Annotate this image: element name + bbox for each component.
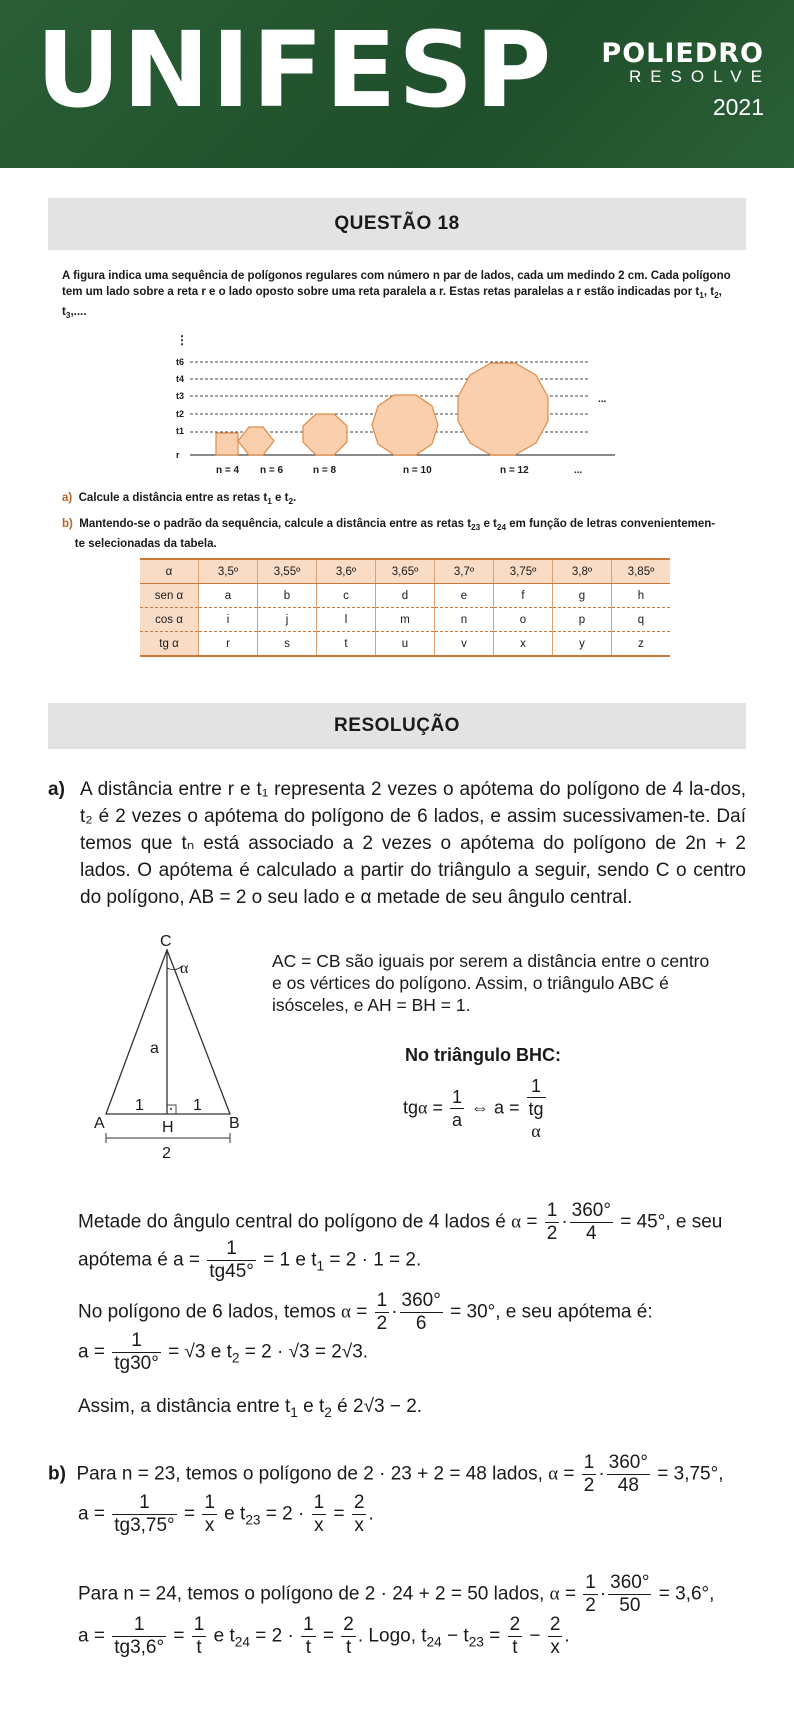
table-header-cell: 3,8º xyxy=(553,559,612,584)
resolution-a-label: a) xyxy=(48,779,65,800)
polygon-n10 xyxy=(372,395,438,455)
calc-line-1: Metade do ângulo central do polígono de 4 lados é α = $\frac{1}{2}$ · $\frac{360^\circ}{4}$ = 45°, e seu xyxy=(78,1200,723,1244)
triangle-explanation: AC = CB são iguais por serem a distância entre o centro e os vértices do polígono. Assim, o triângulo ABC é isósceles, e AH = BH = 1. xyxy=(272,951,710,1015)
table-cell: n xyxy=(435,608,494,632)
table-header-cell: 3,5º xyxy=(199,559,258,584)
part-a-label: a) xyxy=(62,492,73,504)
polygon-label-n4: n = 4 xyxy=(216,465,240,476)
ellipsis-bottom: ... xyxy=(574,465,583,476)
table-header-cell: 3,75º xyxy=(494,559,553,584)
calc-line-3: No polígono de 6 lados, temos α = $\frac{1}{2}$ · $\frac{360^\circ}{6}$ = 30°, e seu apótema é: xyxy=(78,1290,653,1334)
table-cell: a xyxy=(199,584,258,608)
statement-tail: ,.... xyxy=(70,305,87,318)
table-cell: s xyxy=(258,632,317,657)
resolution-title: RESOLUÇÃO xyxy=(48,703,746,749)
table-cell: sen α xyxy=(140,584,199,608)
question-title: QUESTÃO 18 xyxy=(48,198,746,250)
calc-line-5: Assim, a distância entre $t_1$ e $t_2$ é 2√3 − 2. xyxy=(78,1396,423,1420)
table-cell: m xyxy=(376,608,435,632)
calc-line-4: a = $\frac{1}{tg30^\circ}$ = √3 e $t_2 = 2 \cdot √3 = 2√3$. xyxy=(78,1330,369,1374)
half-base-left: 1 xyxy=(135,1097,144,1114)
resolution-a-text: A distância entre r e t₁ representa 2 vezes o apótema do polígono de 4 la-dos, t₂ é 2 vezes o apótema do polígono de 6 lados, e assim sucessivamen-te. Daí temos que tₙ está associado a 2 vezes o apótema do polígono de 2n + 2 lados. O apótema é calculado a partir do triângulo a seguir, sendo C o centro do polígono, AB = 2 o seu lado e α metade de seu ângulo central. xyxy=(80,779,746,908)
table-cell: r xyxy=(199,632,258,657)
table-row xyxy=(140,608,670,632)
exam-year: 2021 xyxy=(712,94,764,120)
table-cell: g xyxy=(553,584,612,608)
header-banner xyxy=(0,0,794,168)
table-header-row xyxy=(140,559,670,584)
resolution-b-label: b) xyxy=(48,1463,66,1485)
publisher-tagline: RESOLVE xyxy=(628,67,771,86)
table-cell: b xyxy=(258,584,317,608)
line-label-t2: t2 xyxy=(176,409,185,419)
line-label-t1: t1 xyxy=(176,426,185,436)
line-label-r: r xyxy=(176,450,180,460)
polygon-label-n12: n = 12 xyxy=(500,465,529,476)
polygon-n4 xyxy=(216,433,238,455)
calc-line-2: apótema é a = $\frac{1}{tg45^\circ}$ = 1 e $t_1 = 2 \cdot 1 = 2$. xyxy=(78,1238,422,1282)
height-a: a xyxy=(150,1040,159,1057)
polygon-n8 xyxy=(303,414,347,455)
calc-b-1: b) Para n = 23, temos o polígono de 2 · 23 + 2 = 48 lados, α = $\frac{1}{2}$ · $\frac{360^\circ}{48}$ = 3,75°, xyxy=(48,1452,724,1496)
question-statement: A figura indica uma sequência de polígonos regulares com número n par de lados, cada um medindo 2 cm. Cada polígono tem um lado sobre a reta r e o lado oposto sobre uma reta paralela a r. Estas retas paralelas a r estão indicadas por $t_1$, $t_2$, $t_3$,.... xyxy=(62,270,731,320)
table-header-cell: 3,55º xyxy=(258,559,317,584)
table-cell: y xyxy=(553,632,612,657)
half-base-right: 1 xyxy=(193,1097,202,1114)
line-label-t3: t3 xyxy=(176,391,185,401)
calc-b-2: a = $\frac{1}{tg3,75^\circ}$ = $\frac{1}{x}$ e $t_{23} = 2$ · $\frac{1}{x}$ = $\frac{2}{x}$ . xyxy=(78,1492,374,1536)
table-cell: u xyxy=(376,632,435,657)
polygon-label-n6: n = 6 xyxy=(260,465,284,476)
table-cell: t xyxy=(317,632,376,657)
brand-title: UNIFESP xyxy=(36,9,554,131)
table-cell: c xyxy=(317,584,376,608)
bhc-title: No triângulo BHC: xyxy=(405,1045,561,1065)
part-b-text-3: te selecionadas da tabela. xyxy=(74,537,217,550)
polygon-label-n10: n = 10 xyxy=(403,465,432,476)
table-header-cell: 3,85º xyxy=(612,559,671,584)
resolution-a xyxy=(48,776,746,911)
polygon-sequence-figure xyxy=(150,330,650,480)
base-length: 2 xyxy=(162,1145,171,1162)
table-header-cell: α xyxy=(140,559,199,584)
calc-b-4: a = $\frac{1}{tg3,6^\circ}$ = $\frac{1}{t}$ e $t_{24} = 2$ · $\frac{1}{t}$ = $\frac{2}{t}$ . Logo, $t_{24} - t_{23}$ = $\frac{2}{t}$ − $\frac{2}{x}$ . xyxy=(78,1614,570,1658)
table-row xyxy=(140,632,670,657)
polygon-n6 xyxy=(238,427,274,455)
triangle-figure xyxy=(90,928,250,1168)
table-cell: l xyxy=(317,608,376,632)
trig-table xyxy=(140,558,670,657)
table-cell: e xyxy=(435,584,494,608)
table-cell: i xyxy=(199,608,258,632)
table-cell: p xyxy=(553,608,612,632)
vertex-a: A xyxy=(94,1115,105,1132)
table-header-cell: 3,65º xyxy=(376,559,435,584)
table-cell: z xyxy=(612,632,671,657)
table-cell: q xyxy=(612,608,671,632)
part-b-text-1: Mantendo-se o padrão da sequência, calcule a distância entre as retas xyxy=(79,518,465,530)
bhc-formula: tgα = $\frac{1}{a}$ ⇔ a = 1 tg α xyxy=(403,1076,544,1141)
table-cell: f xyxy=(494,584,553,608)
vertex-c: C xyxy=(160,933,172,950)
part-a-text: Calcule a distância entre as retas xyxy=(78,492,261,504)
publisher-logo xyxy=(601,38,771,122)
publisher-name: POLIEDRO xyxy=(601,38,764,69)
table-cell: j xyxy=(258,608,317,632)
line-label-t4: t4 xyxy=(176,374,185,384)
dots-label: ⋮ xyxy=(176,333,188,347)
table-header-cell: 3,7º xyxy=(435,559,494,584)
line-label-t6: t6 xyxy=(176,357,185,367)
part-b-label: b) xyxy=(62,518,73,530)
statement-text: A figura indica uma sequência de polígonos regulares com número n par de lados, cada um medindo 2 cm. Cada polígono tem um lado sobre a reta r e o lado oposto sobre uma reta paralela a r. Estas retas paralelas a r estão indicadas por xyxy=(62,270,731,298)
table-header-cell: 3,6º xyxy=(317,559,376,584)
part-a: a) Calcule a distância entre as retas $t_1$ e $t_2$. xyxy=(62,492,297,506)
table-cell: cos α xyxy=(140,608,199,632)
table-cell: o xyxy=(494,608,553,632)
foot-h: H xyxy=(162,1119,174,1136)
ellipsis-right: ... xyxy=(598,394,607,405)
table-cell: x xyxy=(494,632,553,657)
angle-alpha: α xyxy=(180,960,189,977)
table-cell: v xyxy=(435,632,494,657)
part-b: b) Mantendo-se o padrão da sequência, calcule a distância entre as retas $t_{23}$ e $t_{24}$ em função de letras convenientemen- te selecionadas da tabela. xyxy=(62,518,716,550)
vertex-b: B xyxy=(229,1115,240,1132)
calc-b-3: Para n = 24, temos o polígono de 2 · 24 + 2 = 50 lados, α = $\frac{1}{2}$ · $\frac{360^\circ}{50}$ = 3,6°, xyxy=(78,1572,715,1616)
table-row xyxy=(140,584,670,608)
part-b-text-2: em função de letras convenientemen- xyxy=(509,518,716,530)
polygon-n12 xyxy=(458,363,548,455)
table-cell: d xyxy=(376,584,435,608)
polygon-label-n8: n = 8 xyxy=(313,465,337,476)
table-cell: h xyxy=(612,584,671,608)
table-cell: tg α xyxy=(140,632,199,657)
